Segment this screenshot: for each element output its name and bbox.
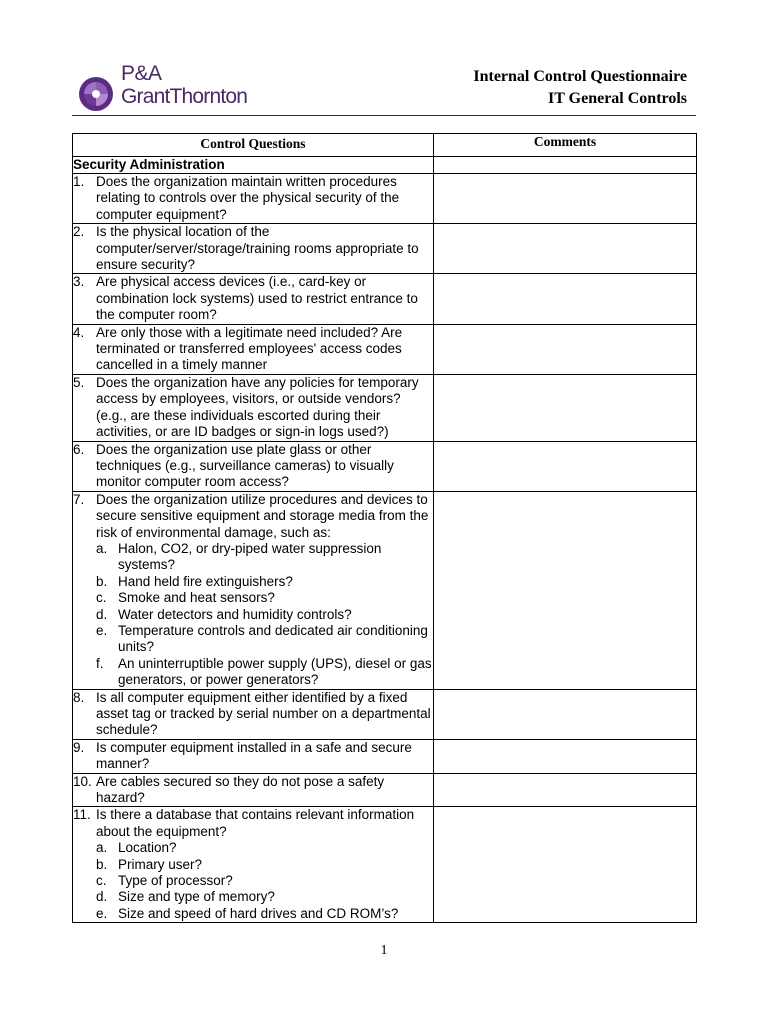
question-row xyxy=(73,374,697,441)
title-line-1: Internal Control Questionnaire xyxy=(473,68,687,85)
comment-cell[interactable] xyxy=(434,274,697,324)
question-body xyxy=(96,807,433,922)
title-line-2: IT General Controls xyxy=(548,90,687,107)
question-body xyxy=(96,274,433,323)
sub-item xyxy=(96,574,433,590)
grant-thornton-logo-icon xyxy=(78,76,114,112)
question-line xyxy=(73,174,433,223)
question-number: 3. xyxy=(73,274,85,290)
sub-item xyxy=(96,541,433,574)
sub-item-letter: f. xyxy=(96,655,104,671)
table-header-row xyxy=(73,134,697,157)
sub-item-text: Temperature controls and dedicated air conditioning units? xyxy=(118,622,428,655)
comment-cell[interactable] xyxy=(434,374,697,441)
comment-cell[interactable] xyxy=(434,174,697,224)
sub-item-text: Type of processor? xyxy=(118,873,233,889)
sub-item-letter: a. xyxy=(96,540,108,556)
question-cell xyxy=(73,739,434,773)
question-line xyxy=(73,375,433,441)
question-number: 7. xyxy=(73,491,85,507)
sub-item-letter: d. xyxy=(96,889,108,905)
question-body xyxy=(96,325,433,374)
question-text: Is all computer equipment either identified by a fixed asset tag or tracked by serial number on a departmental schedule? xyxy=(96,689,431,738)
sub-item-text: Size and speed of hard drives and CD ROM’s? xyxy=(118,905,399,921)
question-row xyxy=(73,807,697,923)
question-line xyxy=(73,274,433,323)
question-line xyxy=(73,492,433,689)
question-text: Does the organization maintain written procedures relating to controls over the physical security of the computer equipment? xyxy=(96,174,400,222)
sub-item xyxy=(96,656,433,689)
comment-cell[interactable] xyxy=(434,491,697,689)
page-number: 1 xyxy=(380,943,388,958)
question-row xyxy=(73,224,697,274)
question-cell xyxy=(73,174,434,224)
question-text: Is there a database that contains relevant information about the equipment? xyxy=(96,807,415,839)
question-number: 2. xyxy=(73,224,85,240)
question-text: Does the organization use plate glass or other techniques (e.g., surveillance cameras) to visually monitor computer room access? xyxy=(96,441,394,490)
question-cell xyxy=(73,224,434,274)
sub-item-letter: b. xyxy=(96,856,108,872)
sub-item-text: Water detectors and humidity controls? xyxy=(118,606,352,622)
section-row xyxy=(73,157,697,174)
comment-cell[interactable] xyxy=(434,773,697,807)
control-questions-table xyxy=(72,133,697,923)
question-text: Is the physical location of the computer/server/storage/training rooms appropriate to ensure security? xyxy=(96,224,419,273)
sub-item xyxy=(96,623,433,656)
question-text: Does the organization utilize procedures and devices to secure sensitive equipment and storage media from the risk of environmental damage, such as: xyxy=(96,491,429,540)
question-cell xyxy=(73,491,434,689)
question-cell xyxy=(73,441,434,491)
question-row xyxy=(73,739,697,773)
question-number: 8. xyxy=(73,689,85,705)
question-number: 6. xyxy=(73,441,85,457)
question-body xyxy=(96,740,433,773)
header-divider xyxy=(72,115,696,116)
question-line xyxy=(73,325,433,374)
question-cell xyxy=(73,274,434,324)
sub-item-text: Size and type of memory? xyxy=(118,889,275,905)
comment-cell[interactable] xyxy=(434,689,697,739)
question-line xyxy=(73,442,433,491)
question-row xyxy=(73,174,697,224)
sub-item xyxy=(96,873,433,889)
column-header-questions: Control Questions xyxy=(73,134,434,157)
sub-item-letter: e. xyxy=(96,905,108,921)
question-line xyxy=(73,807,433,922)
question-body xyxy=(96,774,433,807)
comment-cell[interactable] xyxy=(434,157,697,174)
sub-item xyxy=(96,857,433,873)
question-cell xyxy=(73,324,434,374)
question-cell xyxy=(73,374,434,441)
comment-cell[interactable] xyxy=(434,224,697,274)
question-body xyxy=(96,224,433,273)
logo-text-grant-thornton: GrantThornton xyxy=(121,85,248,108)
sub-item-text: Primary user? xyxy=(118,856,203,872)
sub-item-text: Hand held fire extinguishers? xyxy=(118,573,293,589)
comment-cell[interactable] xyxy=(434,807,697,923)
sub-item xyxy=(96,607,433,623)
question-number: 5. xyxy=(73,374,85,390)
question-number: 4. xyxy=(73,324,85,340)
question-cell xyxy=(73,773,434,807)
sub-item-text: Halon, CO2, or dry-piped water suppression systems? xyxy=(118,540,382,573)
sub-item-text: Smoke and heat sensors? xyxy=(118,590,275,606)
sub-item-letter: c. xyxy=(96,873,107,889)
sub-item xyxy=(96,590,433,606)
sub-item-letter: c. xyxy=(96,590,107,606)
question-body xyxy=(96,174,433,223)
sub-item-text: An uninterruptible power supply (UPS), diesel or gas generators, or power generators? xyxy=(118,655,432,688)
question-line xyxy=(73,224,433,273)
question-text: Are only those with a legitimate need included? Are terminated or transferred employees' access codes cancelled in a timely manner xyxy=(96,324,403,373)
sub-item-text: Location? xyxy=(118,840,177,856)
question-row xyxy=(73,324,697,374)
document-title xyxy=(473,66,687,110)
column-header-comments: Comments xyxy=(434,134,697,157)
question-row xyxy=(73,773,697,807)
question-text: Are cables secured so they do not pose a safety hazard? xyxy=(96,773,385,806)
question-body xyxy=(96,442,433,491)
question-number: 9. xyxy=(73,739,85,755)
question-number: 11. xyxy=(73,807,91,823)
comment-cell[interactable] xyxy=(434,739,697,773)
question-cell xyxy=(73,807,434,923)
question-text: Does the organization have any policies for temporary access by employees, visitors, or outside vendors? (e.g., are these individuals escorted during their activities, or are ID badges or sign-in logs used?) xyxy=(96,374,419,440)
sub-item-letter: e. xyxy=(96,622,108,638)
sub-item xyxy=(96,889,433,905)
question-body xyxy=(96,690,433,739)
sub-item-letter: d. xyxy=(96,606,108,622)
question-line xyxy=(73,740,433,773)
question-row xyxy=(73,689,697,739)
sub-item xyxy=(96,906,433,922)
comment-cell[interactable] xyxy=(434,324,697,374)
question-row xyxy=(73,441,697,491)
table-body xyxy=(73,157,697,923)
section-title: Security Administration xyxy=(73,157,434,174)
question-text: Is computer equipment installed in a safe and secure manner? xyxy=(96,739,412,772)
question-text: Are physical access devices (i.e., card-key or combination lock systems) used to restrict entrance to the computer room? xyxy=(96,274,418,323)
question-number: 10. xyxy=(73,773,92,789)
logo-text-pa: P&A xyxy=(121,62,162,85)
question-row xyxy=(73,491,697,689)
sub-item-letter: b. xyxy=(96,573,108,589)
company-logo xyxy=(78,62,278,114)
question-row xyxy=(73,274,697,324)
question-line xyxy=(73,774,433,807)
question-cell xyxy=(73,689,434,739)
sub-item xyxy=(96,840,433,856)
question-line xyxy=(73,690,433,739)
comment-cell[interactable] xyxy=(434,441,697,491)
sub-item-letter: a. xyxy=(96,840,108,856)
question-number: 1. xyxy=(73,174,85,189)
question-body xyxy=(96,375,433,441)
question-body xyxy=(96,492,433,689)
